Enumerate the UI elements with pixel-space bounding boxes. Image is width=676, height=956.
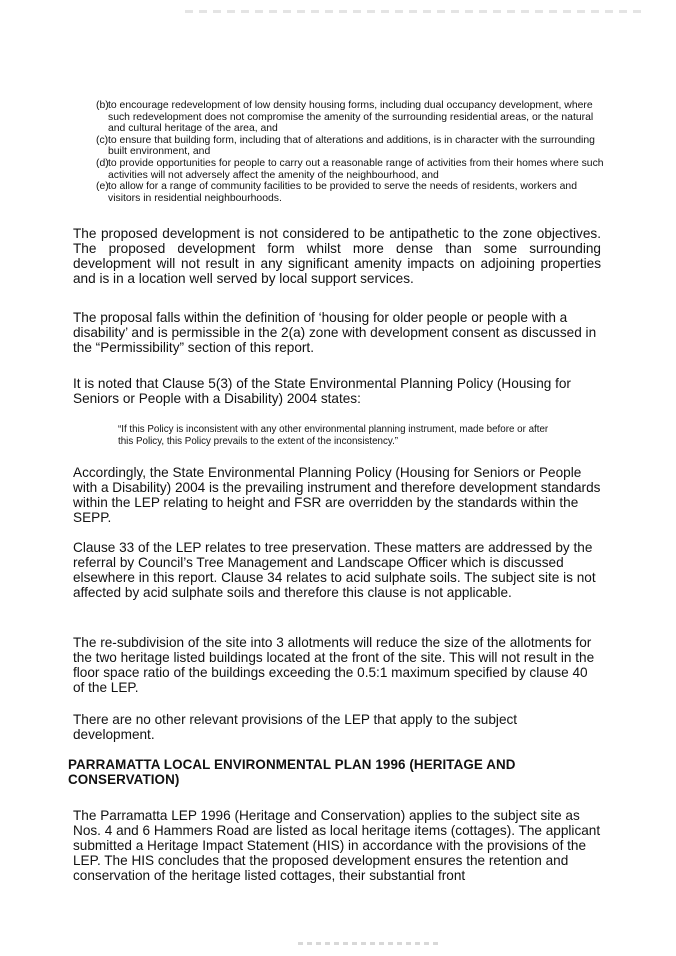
objective-d <box>96 158 608 181</box>
objective-c <box>96 135 608 158</box>
objective-letter: (c) <box>96 134 109 146</box>
sepp-quote: “If this Policy is inconsistent with any other environmental planning instrument, made before or after this Policy, this Policy prevails to the extent of the inconsistency.” <box>118 424 549 447</box>
section-heading-heritage-lep: PARRAMATTA LOCAL ENVIRONMENTAL PLAN 1996 (HERITAGE AND CONSERVATION) <box>68 757 516 787</box>
paragraph-permissibility: The proposal falls within the definition of ‘housing for older people or people with a disability’ and is permissible in the 2(a) zone with development consent as discussed in the “Permissibility” section of this report. <box>73 310 597 355</box>
scan-artifact-header <box>185 10 645 13</box>
paragraph-heritage-lep: The Parramatta LEP 1996 (Heritage and Conservation) applies to the subject site as Nos. 4 and 6 Hammers Road are listed as local heritage items (cottages). The applicant submitted a Heritage Impact Statement (HIS) in accordance with the provisions of the LEP. The HIS concludes that the proposed development ensures the retention and conservation of the heritage listed cottages, their substantial front <box>73 808 601 883</box>
paragraph-sepp-clause: It is noted that Clause 5(3) of the State Environmental Planning Policy (Housing for Seniors or People with a Disability) 2004 states: <box>73 376 571 406</box>
paragraph-resubdivision: The re-subdivision of the site into 3 allotments will reduce the size of the allotments for the two heritage listed buildings located at the front of the site. This will not result in the floor space ratio of the buildings exceeding the 0.5:1 maximum specified by clause 40 of the LEP. <box>73 635 595 695</box>
objective-b <box>96 100 608 135</box>
objective-e <box>96 181 608 204</box>
objective-text: to allow for a range of community facilities to be provided to serve the needs of residents, workers and visitors in residential neighbourhoods. <box>108 181 577 204</box>
paragraph-zone-objectives: The proposed development is not considered to be antipathetic to the zone objectives. The proposed development form whilst more dense than some surrounding development will not result in any significant amenity impacts on adjoining properties and is in a location well served by local support services. <box>73 226 601 286</box>
scan-artifact-footer <box>298 942 438 945</box>
objective-letter: (d) <box>96 157 109 169</box>
objective-text: to encourage redevelopment of low density housing forms, including dual occupancy development, where such redevelopment does not compromise the amenity of the surrounding residential areas, or the natural and cultural heritage of the area, and <box>108 100 594 135</box>
objective-letter: (e) <box>96 181 109 193</box>
paragraph-tree-preservation: Clause 33 of the LEP relates to tree preservation. These matters are addressed by the referral by Council’s Tree Management and Landscape Officer which is discussed elsewhere in this report. Clause 34 relates to acid sulphate soils. The subject site is not affected by acid sulphate soils and therefore this clause is not applicable. <box>73 540 596 600</box>
objective-text: to ensure that building form, including that of alterations and additions, is in character with the surrounding built environment, and <box>108 134 595 158</box>
paragraph-prevailing-instrument: Accordingly, the State Environmental Planning Policy (Housing for Seniors or People with a Disability) 2004 is the prevailing instrument and therefore development standards within the LEP relating to height and FSR are overridden by the standards within the SEPP. <box>73 465 601 525</box>
objective-text: to provide opportunities for people to carry out a reasonable range of activities from their homes where such activities will not adversely affect the amenity of the neighbourhood, and <box>108 157 604 181</box>
paragraph-other-provisions: There are no other relevant provisions of the LEP that apply to the subject development. <box>73 712 518 742</box>
objective-letter: (b) <box>96 100 109 111</box>
zone-objectives-list <box>96 100 608 204</box>
